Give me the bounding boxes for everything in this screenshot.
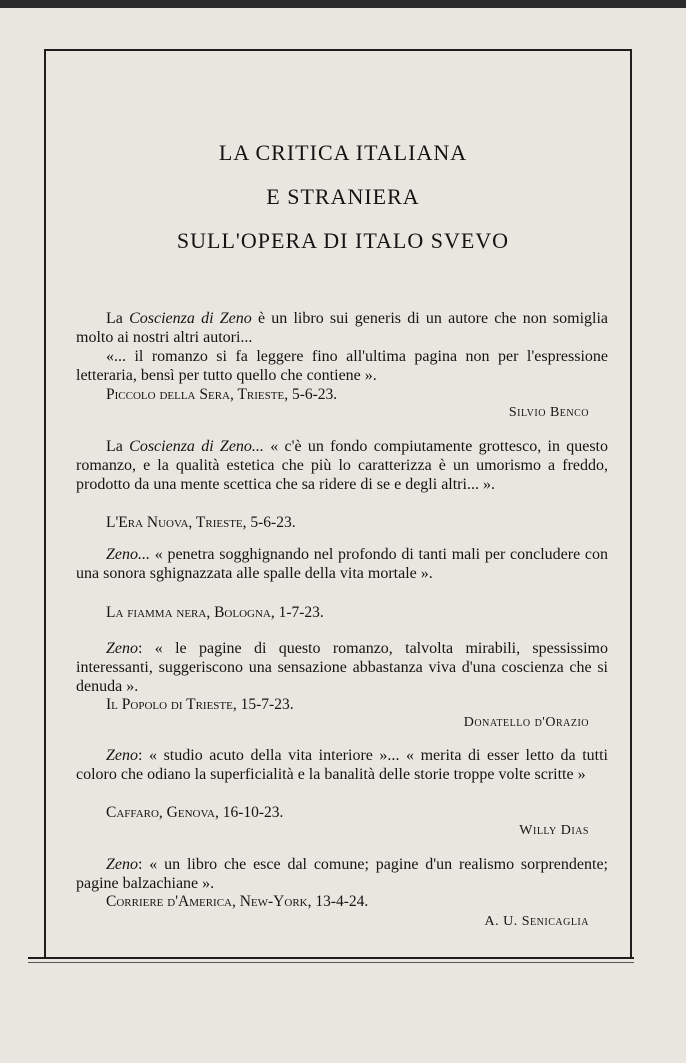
review-1-text	[76, 309, 608, 385]
title-line-2: E STRANIERA	[266, 184, 420, 209]
review-2-source: L'Era Nuova, Trieste, 5-6-23.	[106, 514, 296, 531]
review-1-book-title: Coscienza di Zeno	[129, 310, 252, 327]
review-6-body: : « un libro che esce dal comune; pagine d'un realismo sorprendente; pagine balzachiane ».	[76, 856, 608, 892]
review-5-body: : « studio acuto della vita interiore »... « merita di esser letto da tutti coloro che odiano la superficialità e la banalità delle storie troppe volte scritte »	[76, 747, 608, 783]
review-2-body: « c'è un fondo compiutamente grottesco, in questo romanzo, e la qualità estetica che più lo caratterizza è un umorismo a freddo, prodotto da una mente scettica che sa ridere di se e degli altri... ».	[76, 438, 609, 493]
review-4-text	[76, 639, 608, 696]
review-1-paragraph-2: «... il romanzo si fa leggere fino all'ultima pagina non per l'espressione letteraria, bensì per tutto quello che contiene ».	[76, 348, 608, 384]
review-1-source: Piccolo della Sera, Trieste, 5-6-23.	[106, 386, 338, 403]
review-1-lead: La	[106, 310, 130, 327]
review-6-source: Corriere d'America, New-York, 13-4-24.	[106, 893, 369, 910]
review-3-paragraph-1	[76, 545, 608, 583]
review-2-paragraph-1	[76, 437, 608, 494]
title-line-1: LA CRITICA ITALIANA	[218, 140, 468, 165]
review-6-book-title: Zeno	[106, 856, 138, 873]
review-4-body: : « le pagine di questo romanzo, talvolta mirabili, spessissimo interessanti, suggeriscono una sensazione abbastanza viva d'una coscienza che si denuda ».	[76, 640, 608, 695]
review-4-author: Donatello d'Orazio	[463, 715, 589, 730]
review-4-book-title: Zeno	[106, 640, 138, 657]
review-2-book-title: Coscienza di Zeno...	[129, 438, 264, 455]
review-5-book-title: Zeno	[106, 747, 138, 764]
review-3-source: La fiamma nera, Bologna, 1-7-23.	[106, 604, 324, 621]
review-5-source: Caffaro, Genova, 16-10-23.	[106, 804, 284, 821]
review-1-author: Silvio Benco	[508, 405, 589, 420]
review-5-paragraph-1	[76, 746, 608, 784]
review-5-author: Willy Dias	[519, 823, 589, 838]
bottom-rule-thin	[28, 962, 634, 963]
review-6-text	[76, 855, 608, 893]
review-1-paragraph-1	[76, 309, 608, 347]
review-4-paragraph-1	[76, 639, 608, 696]
title-line-3: SULL'OPERA DI ITALO SVEVO	[176, 228, 510, 253]
review-4-source: Il Popolo di Trieste, 15-7-23.	[106, 696, 294, 713]
page-top-shadow	[0, 0, 686, 8]
bottom-rule	[28, 957, 634, 959]
review-1-body: è un libro sui generis di un autore che non somiglia molto ai nostri altri autori...	[76, 310, 609, 346]
review-6-paragraph-1	[76, 855, 608, 893]
review-3-text	[76, 545, 608, 583]
review-2-text	[76, 437, 608, 494]
review-2-lead: La	[106, 438, 130, 455]
review-3-book-title: Zeno...	[106, 546, 150, 563]
review-3-body: « penetra sogghignando nel profondo di tanti mali per concludere con una sonora sghignazzata alle spalle della vita mortale ».	[76, 546, 608, 582]
review-6-author: A. U. Senicaglia	[484, 914, 589, 929]
review-5-text	[76, 746, 608, 784]
